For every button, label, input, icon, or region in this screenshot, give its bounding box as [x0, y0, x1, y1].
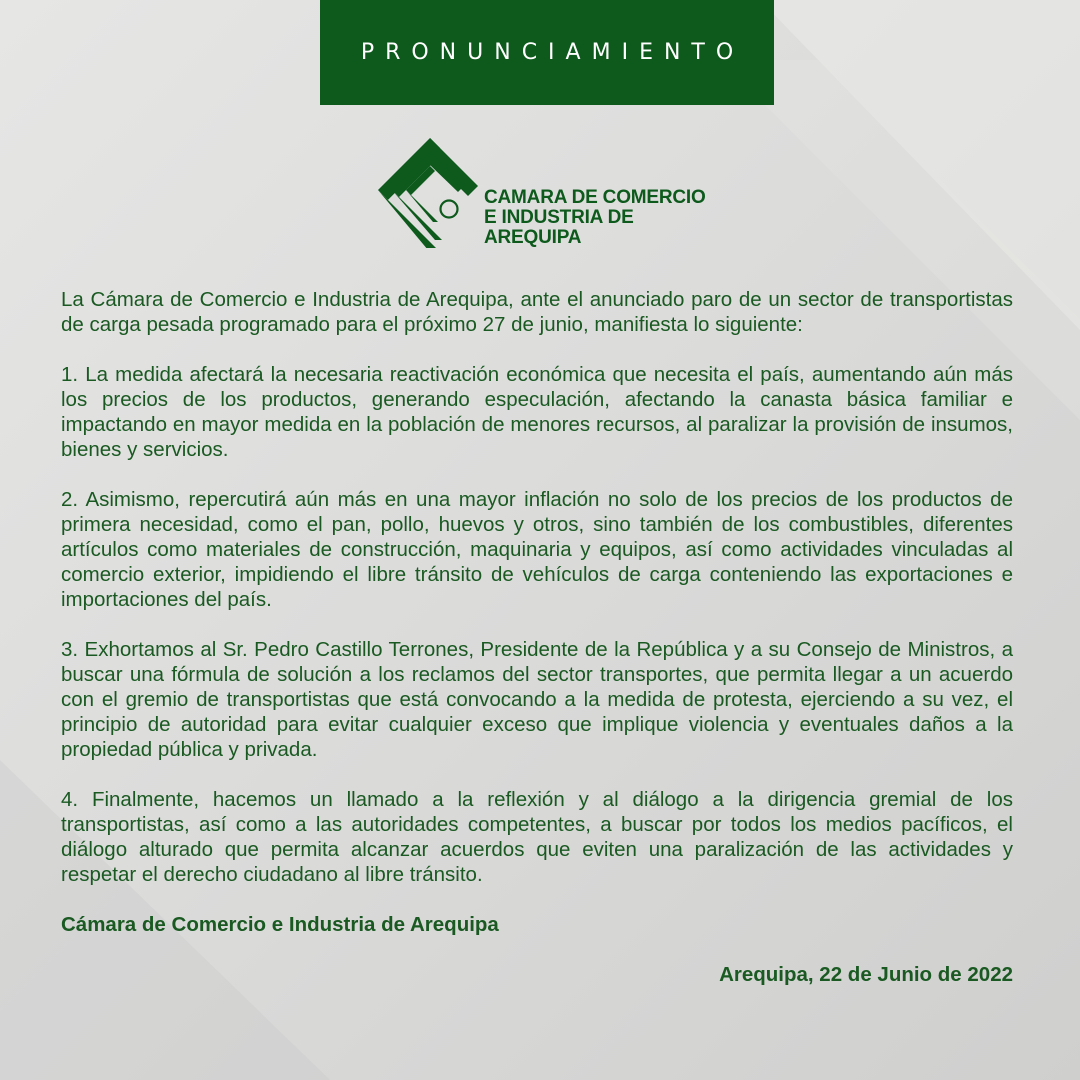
statement-signature: Cámara de Comercio e Industria de Arequipa	[61, 913, 499, 936]
chamber-name-line2: E INDUSTRIA DE	[484, 207, 634, 228]
statement-body	[61, 287, 1013, 987]
statement-point-2: 2. Asimismo, repercutirá aún más en una mayor inflación no solo de los precios de los productos de primera necesidad, como el pan, pollo, huevos y otros, sino también de los combustibles, diferentes artículos como materiales de construcción, maquinaria y equipos, así como actividades vinculadas al comercio exterior, impidiendo el libre tránsito de vehículos de carga conteniendo las exportaciones e importaciones del país.	[61, 488, 1013, 611]
chamber-emblem-icon	[378, 138, 488, 248]
chamber-name-line3: AREQUIPA	[484, 227, 582, 248]
statement-intro: La Cámara de Comercio e Industria de Arequipa, ante el anunciado paro de un sector de transportistas de carga pesada programado para el próximo 27 de junio, manifiesta lo siguiente:	[61, 288, 1013, 336]
statement-point-4: 4. Finalmente, hacemos un llamado a la reflexión y al diálogo a la dirigencia gremial de los transportistas, así como a las autoridades competentes, a buscar por todos los medios pacíficos, el diálogo alturado que permita alcanzar acuerdos que eviten una paralización de las actividades y respetar el derecho ciudadano al libre tránsito.	[61, 788, 1013, 886]
header-banner	[320, 0, 774, 105]
chamber-logo	[378, 138, 718, 248]
statement-date: Arequipa, 22 de Junio de 2022	[719, 963, 1013, 986]
header-title: PRONUNCIAMIENTO	[360, 40, 745, 65]
chamber-name	[484, 188, 706, 248]
statement-point-3: 3. Exhortamos al Sr. Pedro Castillo Terrones, Presidente de la República y a su Consejo de Ministros, a buscar una fórmula de solución a los reclamos del sector transportes, que permita llegar a un acuerdo con el gremio de transportistas que está convocando a la medida de protesta, ejerciendo a su vez, el principio de autoridad para evitar cualquier exceso que implique violencia y eventuales daños a la propiedad pública y privada.	[61, 638, 1013, 761]
statement-point-1: 1. La medida afectará la necesaria reactivación económica que necesita el país, aumentando aún más los precios de los productos, generando especulación, afectando la canasta básica familiar e impactando en mayor medida en la población de menores recursos, al paralizar la provisión de insumos, bienes y servicios.	[61, 363, 1013, 461]
chamber-name-line1: CAMARA DE COMERCIO	[484, 187, 706, 208]
